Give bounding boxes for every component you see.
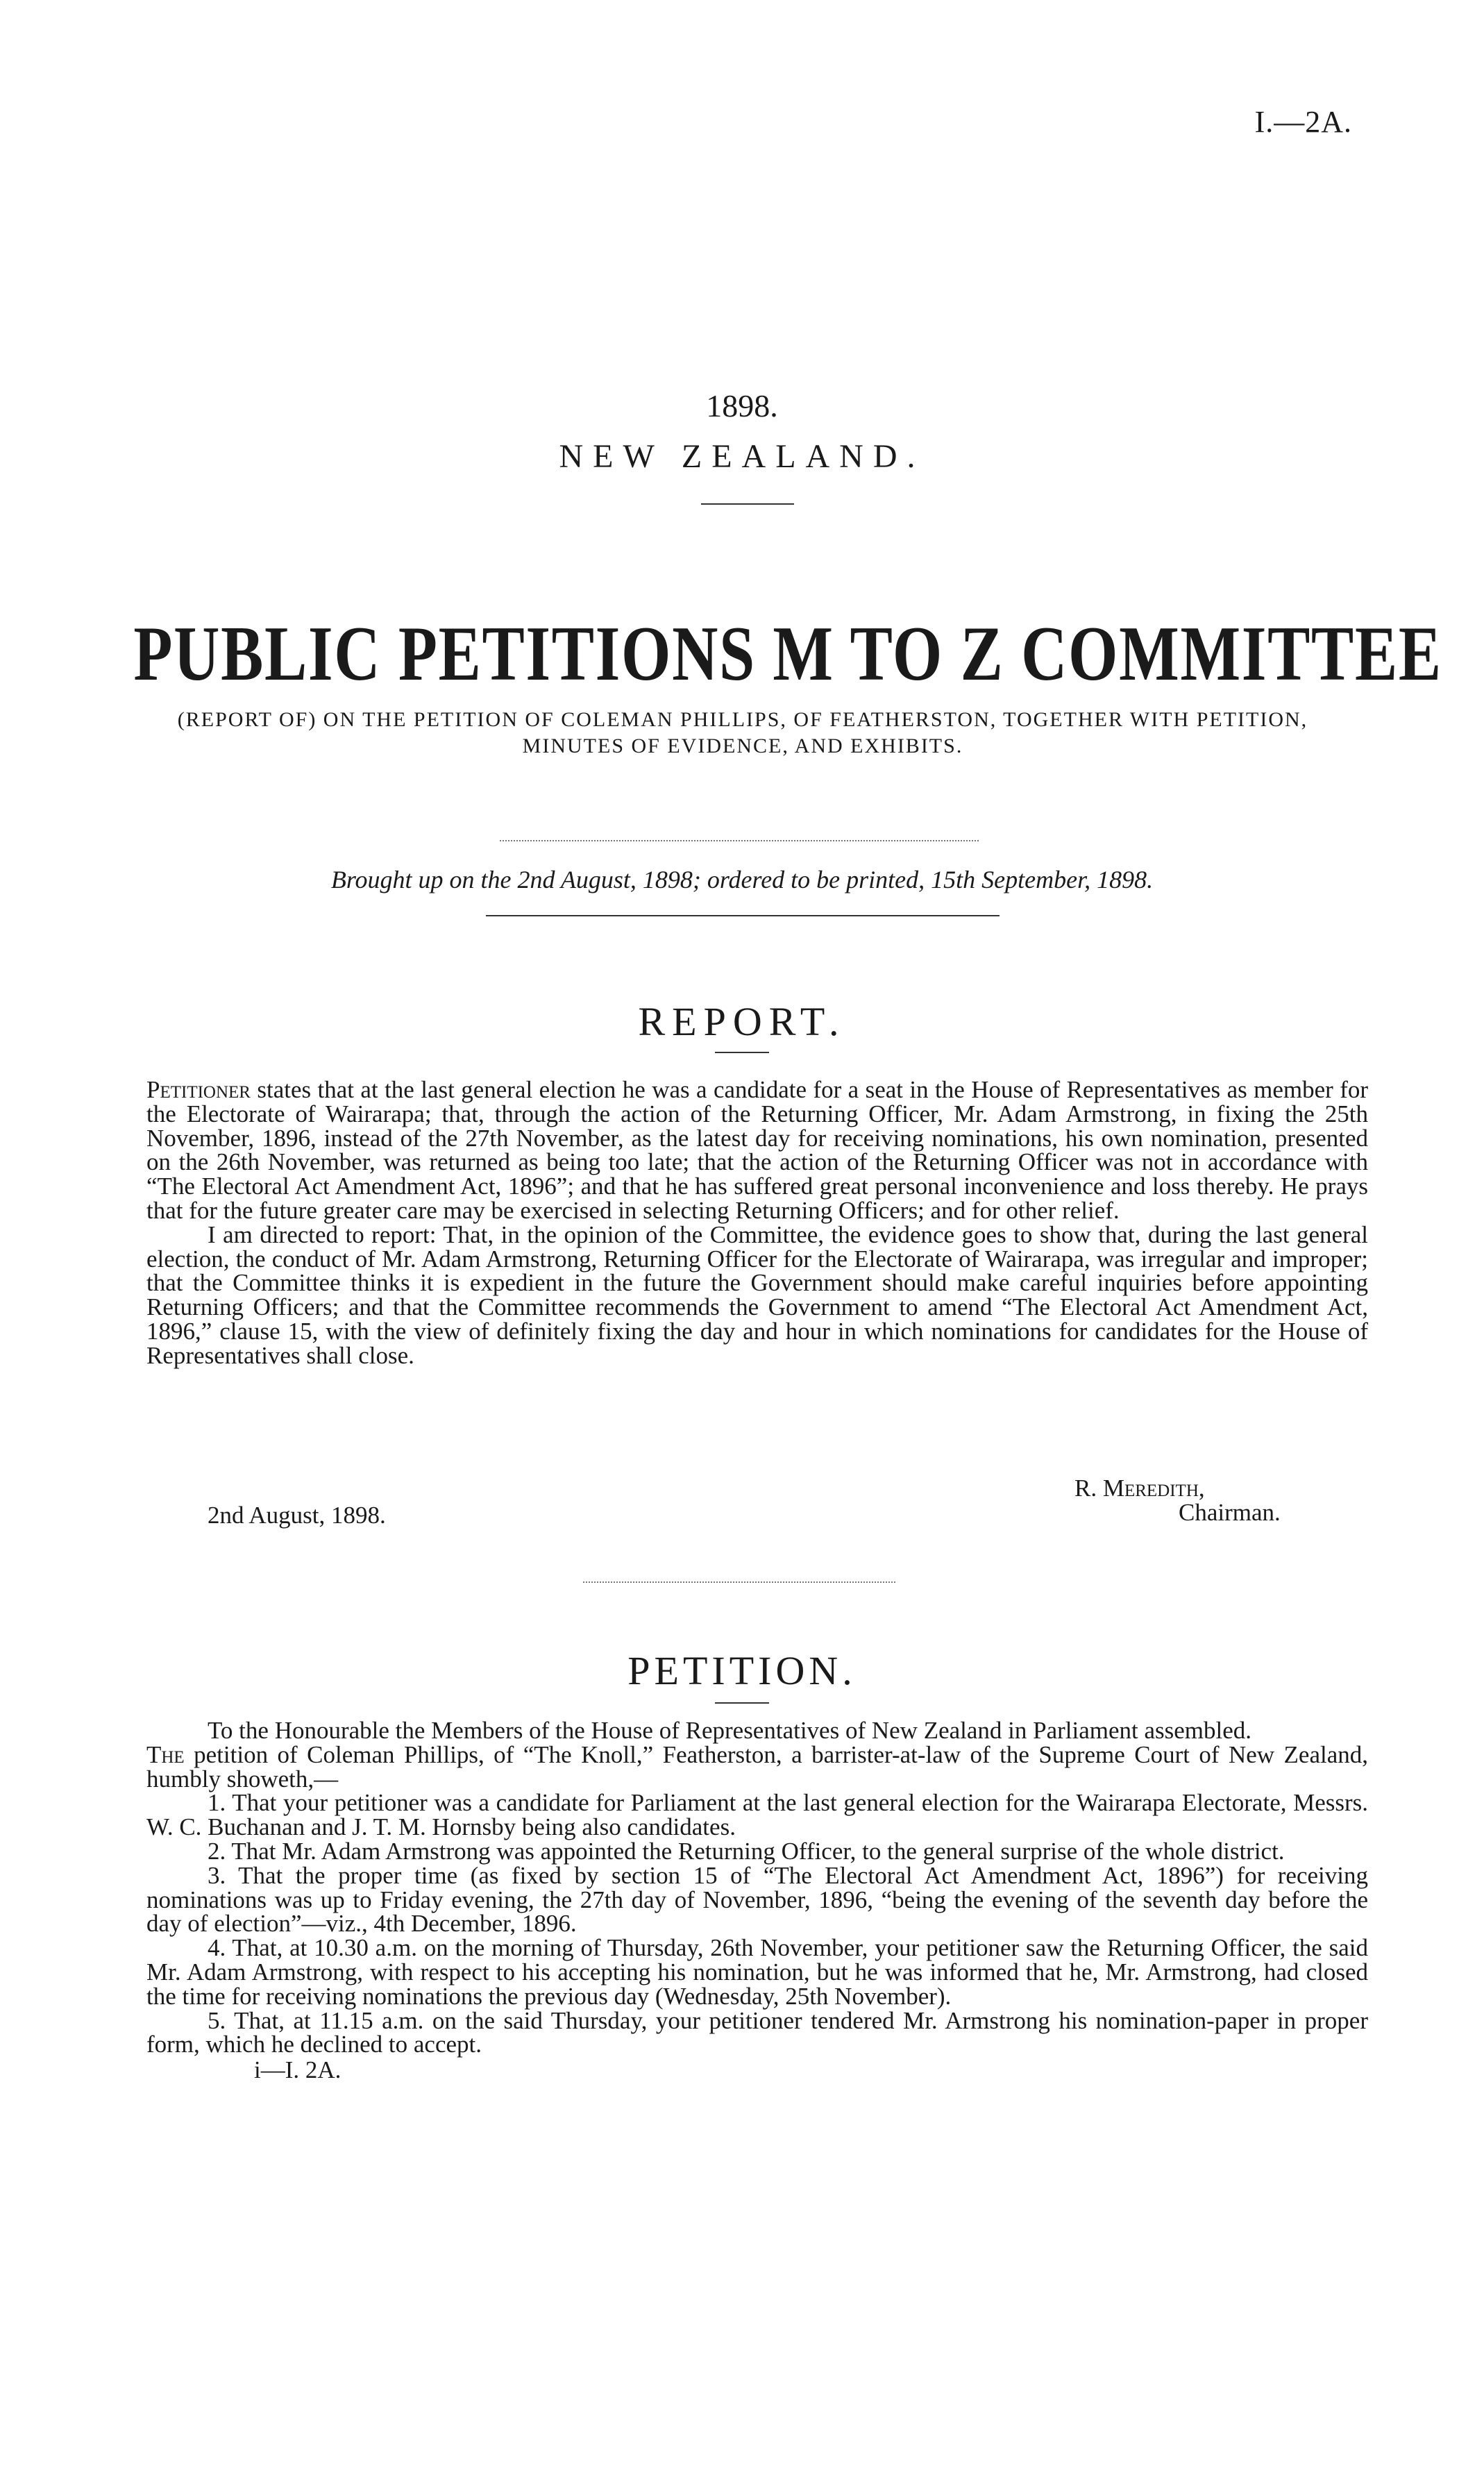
report-title: PUBLIC PETITIONS M TO Z COMMITTEE	[133, 611, 1442, 697]
petition-item: 4. That, at 10.30 a.m. on the morning of Thursday, 26th November, your petitioner saw the Returning Officer, the said Mr. Adam Armstrong, with respect to his accepting his nomination, but he was informed that he, Mr. Armstrong, had closed the time for receiving nominations the previous day (Wednesday, 25th November).	[146, 1934, 1368, 2010]
divider-rule	[715, 1702, 769, 1704]
brought-up-note: Brought up on the 2nd August, 1898; ordered to be printed, 15th September, 1898.	[330, 866, 1154, 893]
petition-item: 3. That the proper time (as fixed by section 15 of “The Electoral Act Amendment Act, 1896”) for receiving nominations was up to Friday evening, the 27th day of November, 1896, “being the evening of the seventh day before the day of election”—viz., 4th December, 1896.	[146, 1861, 1368, 1938]
divider-rule	[486, 915, 1000, 916]
report-heading: REPORT.	[638, 999, 846, 1044]
report-paragraph	[146, 1078, 1368, 1223]
lead-word: Petitioner	[146, 1076, 251, 1103]
petition-heading: PETITION.	[627, 1648, 857, 1693]
divider-rule	[583, 1581, 895, 1583]
petition-body	[146, 1719, 1368, 2083]
country-heading: NEW ZEALAND.	[559, 438, 925, 475]
report-paragraph: I am directed to report: That, in the opinion of the Committee, the evidence goes to show that, during the last general election, the conduct of Mr. Adam Armstrong, Returning Officer for the Electorate of Wairarapa, was irregular and improper; that the Committee thinks it is expedient in the future the Government should make careful inquiries before appointing Returning Officers; and that the Committee recommends the Government to amend “The Electoral Act Amendment Act, 1896,” clause 15, with the view of definitely fixing the day and hour in which nominations for candidates for the House of Representatives shall close.	[146, 1220, 1368, 1369]
petition-item: 2. That Mr. Adam Armstrong was appointed the Returning Officer, to the general surprise of the whole district.	[208, 1837, 1285, 1865]
lead-word: The	[146, 1740, 185, 1768]
divider-rule	[500, 840, 979, 841]
petition-item: 1. That your petitioner was a candidate for Parliament at the last general election for the Wairarapa Electorate, Messrs. W. C. Buchanan and J. T. M. Hornsby being also candidates.	[146, 1789, 1368, 1841]
page-reference: I.—2A.	[1254, 105, 1352, 139]
paragraph-text: states that at the last general election he was a candidate for a seat in the House of Representatives as member for the Electorate of Wairarapa; that, through the action of the Returning Officer, Mr. Adam Armstrong, in fixing the 25th November, 1896, instead of the 27th November, as the latest day for receiving nominations, his own nomination, presented on the 26th November, was returned as being too late; that the action of the Returning Officer was not in accordance with “The Electoral Act Amendment Act, 1896”; and that he has suffered great personal inconvenience and loss thereby. He prays that for the future greater care may be exercised in selecting Returning Officers; and for other relief.	[146, 1076, 1368, 1224]
signatory-role: Chairman.	[1179, 1498, 1281, 1526]
report-body	[146, 1078, 1368, 1368]
petition-address	[208, 1719, 1368, 1743]
report-subtitle: (REPORT OF) ON THE PETITION OF COLEMAN PHILLIPS, OF FEATHERSTON, TOGETHER WITH PETITION, MINUTES OF EVIDENCE, AND EXHIBITS.	[177, 708, 1308, 757]
petition-intro	[146, 1740, 1368, 1793]
petition-item: 5. That, at 11.15 a.m. on the said Thursday, your petitioner tendered Mr. Armstrong his nomination-paper in proper form, which he declined to accept.	[146, 2006, 1368, 2058]
divider-rule	[715, 1052, 769, 1053]
report-date: 2nd August, 1898.	[208, 1502, 386, 1529]
signatory-name: R. Meredith,	[1074, 1475, 1205, 1502]
document-year: 1898.	[706, 388, 778, 423]
sheet-reference: i—I. 2A.	[254, 2056, 342, 2084]
intro-text: petition of Coleman Phillips, of “The Knoll,” Featherston, a barrister-at-law of the Supreme Court of New Zealand, humbly showeth,—	[146, 1740, 1368, 1793]
divider-rule	[701, 503, 794, 505]
address-text: To the Honourable the Members of the House of Representatives of New Zealand in Parliament assembled.	[208, 1717, 1252, 1744]
signature-block	[1074, 1477, 1281, 1525]
